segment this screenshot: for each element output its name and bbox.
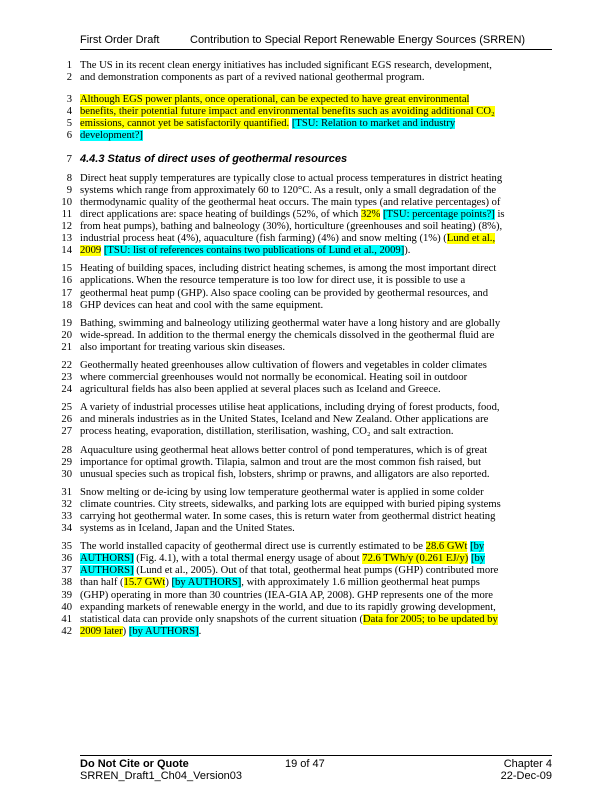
text-line	[61, 565, 560, 577]
text-segment: agricultural fields has also been applied at several places such as Iceland and Greece.	[80, 384, 441, 396]
text-line	[66, 118, 560, 130]
line-number: 33	[61, 511, 72, 522]
line-number: 39	[61, 589, 72, 601]
section-heading	[66, 152, 560, 165]
text-line	[61, 341, 560, 354]
text-line	[61, 359, 560, 372]
text-line	[61, 196, 560, 209]
text-segment: importance for optimal growth. Tilapia, salmon and trout are the most common fish raised, but	[80, 456, 482, 468]
line-number: 29	[61, 456, 72, 468]
text-line	[61, 329, 560, 342]
text-line	[61, 498, 560, 511]
line-number: 34	[61, 523, 72, 535]
text-segment: statistical data can provide only snapshots of the current situation (	[80, 613, 364, 625]
footer-chapter: Chapter 4	[503, 758, 552, 770]
text-line	[66, 130, 560, 142]
text-line	[61, 541, 560, 553]
line-number: 20	[61, 329, 72, 341]
text-line	[61, 221, 560, 233]
line-number: 23	[61, 372, 72, 384]
highlighted-text: emissions, cannot yet be satisfactorily quantified.	[80, 118, 290, 130]
line-number: 30	[61, 468, 72, 480]
line-number: 19	[61, 317, 72, 329]
line-number: 21	[61, 341, 72, 353]
paragraph	[61, 541, 560, 638]
tsu-comment: AUTHORS]	[80, 565, 134, 577]
text-segment: 4.4.3 Status of direct uses of geothermal resources	[80, 152, 348, 165]
text-segment: (GHP) operating in more than 30 countries (IEA-GIA AP, 2008). GHP represents one of the more	[80, 589, 493, 601]
text-segment: climate countries. City streets, sidewalks, and parking lots are equipped with buried piping systems	[80, 498, 501, 510]
highlighted-text: benefits, their potential future impact and environmental benefits such as avoiding additional CO₂	[80, 106, 495, 118]
text-segment: Geothermally heated greenhouses allow cultivation of flowers and vegetables in colder climates	[80, 359, 487, 371]
text-line	[61, 553, 560, 565]
text-segment: (Fig. 4.1), with a total thermal energy usage of about	[133, 553, 363, 565]
text-segment: Snow melting or de-icing by using low temperature geothermal water is applied in some colder	[80, 486, 484, 498]
text-line	[61, 287, 560, 300]
page-header	[80, 34, 552, 50]
line-number: 25	[61, 402, 72, 414]
text-segment: The world installed capacity of geothermal direct use is currently estimated to be	[80, 541, 426, 553]
line-number: 42	[61, 625, 72, 637]
text-segment: unusual species such as tropical fish, lobsters, shrimp or prawns, and alligators are also reported.	[80, 468, 490, 480]
line-number: 32	[61, 498, 72, 510]
text-line	[61, 625, 560, 638]
text-segment: geothermal heat pump (GHP). Also space cooling can be provided by geothermal resources, and	[80, 287, 489, 299]
text-line	[61, 414, 560, 426]
text-line	[61, 511, 560, 523]
text-segment: ).	[404, 245, 411, 257]
tsu-comment: [TSU: Relation to market and industry	[291, 118, 456, 130]
line-number: 12	[61, 221, 72, 233]
text-line	[61, 426, 560, 438]
line-number: 11	[61, 208, 72, 220]
highlighted-text: 15.7 GWt	[123, 577, 166, 589]
text-segment: where commercial greenhouses would not normally be economical. Heating soil in outdoor	[80, 372, 468, 384]
text-segment: Bathing, swimming and balneology utilizing geothermal water have a long history and are globally	[80, 317, 501, 329]
footer-date: 22-Dec-09	[500, 770, 552, 782]
text-line	[61, 444, 560, 457]
line-number: 9	[66, 184, 72, 196]
text-line	[61, 486, 560, 499]
highlighted-text: 28.6 GWt	[425, 541, 468, 553]
paragraph	[61, 263, 560, 311]
text-segment: Heating of building spaces, including district heating schemes, is among the most important direct	[80, 263, 497, 275]
paragraph	[61, 444, 560, 481]
paragraph	[66, 60, 560, 84]
text-line	[61, 275, 560, 287]
text-line	[66, 184, 560, 197]
text-line	[61, 577, 560, 589]
text-segment: (Lund et al., 2005). Out of that total, geothermal heat pumps (GHP) contributed more	[133, 565, 499, 577]
text-line	[61, 468, 560, 481]
text-line	[61, 601, 560, 614]
line-number: 26	[61, 414, 72, 426]
line-number: 22	[61, 359, 72, 371]
line-number: 8	[66, 172, 72, 184]
line-number: 41	[61, 613, 72, 625]
tsu-comment: [by AUTHORS]	[128, 625, 199, 637]
line-number: 10	[61, 196, 72, 208]
text-line	[61, 263, 560, 275]
line-number: 1	[66, 60, 72, 71]
line-number: 2	[66, 72, 72, 84]
text-segment: )	[122, 625, 129, 637]
text-line	[66, 94, 560, 106]
text-segment: industrial process heat (4%), aquaculture (fish farming) (4%) and snow melting (1%) (	[80, 233, 447, 245]
line-number: 31	[61, 486, 72, 498]
text-segment: systems as in Iceland, Japan and the United States.	[80, 523, 295, 535]
text-segment: direct applications are: space heating of buildings (52%, of which	[80, 208, 361, 220]
text-line	[66, 172, 560, 185]
text-segment: also important for treating various skin diseases.	[80, 341, 286, 353]
tsu-comment: [by AUTHORS]	[171, 577, 242, 589]
paragraph	[61, 317, 560, 354]
text-line	[66, 152, 560, 165]
text-segment: wide-spread. In addition to the thermal energy the chemicals dissolved in the geothermal fluid are	[80, 329, 495, 341]
text-segment: thermodynamic quality of the geothermal heat occurs. The main types (and relative percentages) of	[80, 196, 501, 208]
line-number: 40	[61, 601, 72, 613]
line-number: 24	[61, 384, 72, 396]
text-segment: , with approximately 1.6 million geothermal heat pumps	[241, 577, 480, 589]
text-line	[61, 208, 560, 221]
text-segment: and minerals industries as in the United States, Iceland and New Zealand. Other applications are	[80, 414, 489, 426]
tsu-comment: [TSU: list of references contains two publications of Lund et al., 2009]	[103, 245, 405, 257]
line-number: 28	[61, 444, 72, 456]
paragraph	[61, 402, 560, 438]
text-segment: process heating, evaporation, distillation, sterilisation, washing, CO₂ and salt extraction.	[80, 426, 454, 438]
text-line	[61, 245, 560, 257]
footer-document-id: SRREN_Draft1_Ch04_Version03	[80, 770, 243, 782]
text-segment: applications. When the resource temperature is too low for direct use, it is possible to use a	[80, 275, 466, 287]
tsu-comment: [by	[470, 541, 485, 553]
line-number: 15	[61, 263, 72, 275]
text-segment: .	[198, 625, 202, 637]
tsu-comment: [TSU: percentage points?]	[383, 208, 495, 220]
highlighted-text: Although EGS power plants, once operational, can be expected to have great environmental	[80, 94, 470, 106]
header-report-title: Contribution to Special Report Renewable Energy Sources (SRREN)	[190, 34, 526, 46]
text-line	[61, 589, 560, 602]
line-number: 4	[66, 106, 72, 118]
text-segment: than half (	[80, 577, 124, 589]
text-line	[66, 72, 560, 84]
text-line	[61, 456, 560, 469]
paragraph	[61, 172, 560, 258]
line-number: 18	[61, 299, 72, 311]
text-line	[61, 233, 560, 245]
text-line	[61, 299, 560, 312]
text-segment: expanding markets of renewable energy in the world, and due to its rapidly growing development,	[80, 601, 496, 613]
highlighted-text: Lund et al.,	[446, 233, 496, 245]
line-number: 37	[61, 565, 72, 577]
line-number: 7	[66, 152, 72, 165]
highlighted-text: 32%	[360, 208, 381, 220]
line-number: 16	[61, 275, 72, 287]
text-segment: and demonstration components as part of a revived national geothermal program.	[80, 72, 425, 84]
line-number: 17	[61, 287, 72, 299]
text-segment: systems which range from approximately 60 to 120°C. As a result, only a small degradation of the	[80, 184, 497, 196]
text-line	[66, 60, 560, 72]
text-segment: A variety of industrial processes utilise heat applications, including drying of forest products, food,	[80, 402, 500, 414]
text-segment: Direct heat supply temperatures are typically close to actual process temperatures in district heating	[80, 172, 503, 184]
line-number: 27	[61, 426, 72, 438]
document-body	[61, 60, 560, 644]
tsu-comment: [by	[470, 553, 486, 565]
text-line	[61, 384, 560, 396]
line-number: 3	[66, 94, 72, 106]
text-segment: from heat pumps), bathing and balneology (30%), horticulture (greenhouses and soil heating) (8%),	[80, 221, 503, 233]
line-number: 5	[66, 118, 72, 130]
footer-citation-notice: Do Not Cite or Quote	[80, 758, 189, 770]
text-line	[61, 317, 560, 330]
highlighted-text: Data for 2005; to be updated by	[363, 613, 498, 625]
page-footer	[80, 755, 552, 782]
line-number: 38	[61, 577, 72, 589]
highlighted-text: 2009	[80, 245, 102, 257]
text-segment: is	[494, 208, 505, 220]
line-number: 14	[61, 245, 72, 257]
tsu-comment: AUTHORS]	[80, 553, 134, 565]
line-number: 35	[61, 541, 72, 553]
footer-page-number: 19 of 47	[285, 758, 325, 770]
text-line	[61, 613, 560, 626]
tsu-comment: development?]	[80, 130, 143, 142]
line-number: 6	[66, 130, 72, 142]
text-segment: Aquaculture using geothermal heat allows better control of pond temperatures, which is of great	[80, 444, 488, 456]
header-draft-label: First Order Draft	[80, 34, 160, 46]
text-line	[61, 372, 560, 384]
text-line	[66, 106, 560, 118]
text-segment: )	[165, 577, 172, 589]
paragraph	[61, 486, 560, 535]
text-segment: carrying hot geothermal water. In some cases, this is return water from geothermal district heating	[80, 511, 496, 522]
line-number: 36	[61, 553, 72, 565]
text-segment: The US in its recent clean energy initiatives has included significant EGS research, development,	[80, 60, 492, 71]
highlighted-text: 72.6 TWh/y (0.261 EJ/y)	[362, 553, 469, 565]
highlighted-text: 2009 later	[80, 625, 123, 637]
text-line	[61, 402, 560, 414]
text-line	[61, 523, 560, 535]
line-number: 13	[61, 233, 72, 245]
paragraph	[61, 359, 560, 396]
paragraph	[66, 94, 560, 142]
text-segment: GHP devices can heat and cool with the same equipment.	[80, 299, 324, 311]
